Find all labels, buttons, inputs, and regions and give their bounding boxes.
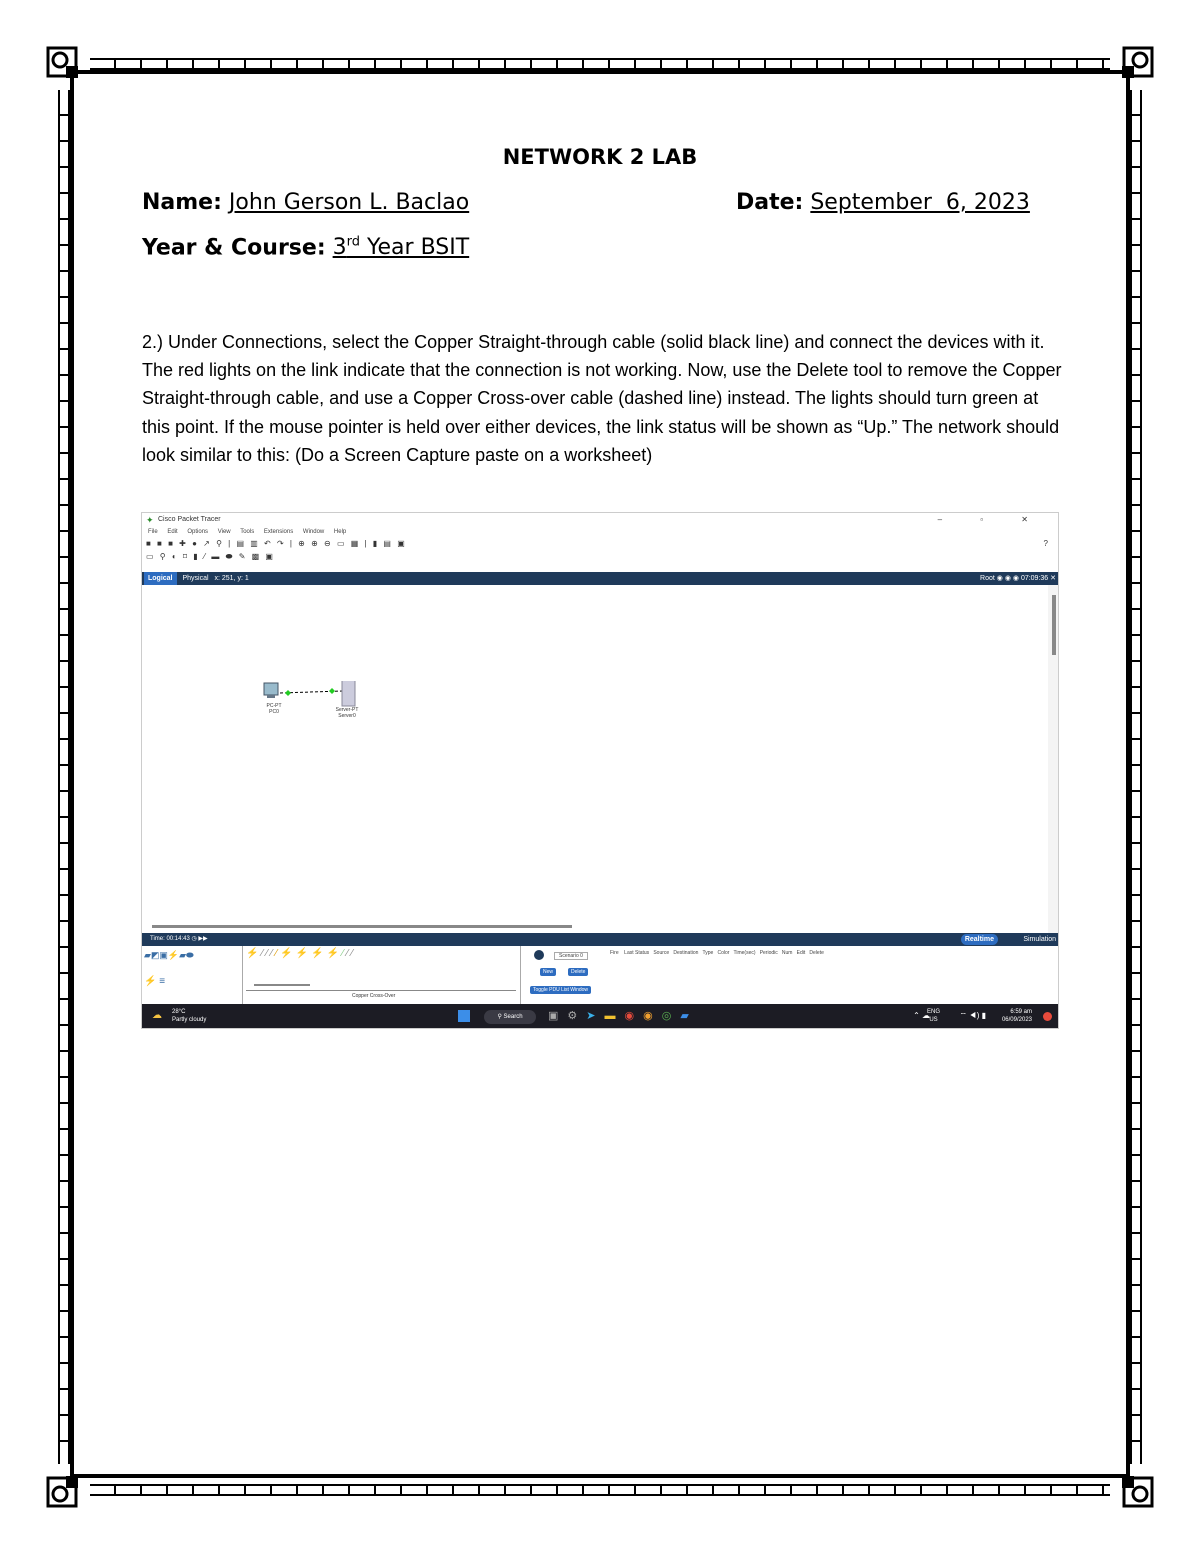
coords-readout: x: 251, y: 1 — [214, 575, 249, 582]
main-toolbar — [142, 537, 1058, 550]
clock-readout: 07:09:36 — [1020, 575, 1049, 582]
delete-button[interactable]: Delete — [568, 968, 588, 976]
instruction-paragraph: 2.) Under Connections, select the Copper Straight-through cable (solid black line) and connect the devices with it. The red lights on the link indicate that the connection is not working. Now, use the Delete tool to remove the Copper Straight-through cable, and use a Copper Cross-over cable (dashed line) instead. The lights should turn green at this point. If the mouse pointer is held over either devices, the link status will be shown as “Up.” The network should look similar to this: (Do a Screen Capture paste on a worksheet) — [142, 332, 1062, 465]
menu-item[interactable]: File — [148, 529, 158, 535]
date-field — [736, 190, 1030, 215]
name-label: Name: — [142, 190, 222, 215]
page-title: NETWORK 2 LAB — [502, 145, 698, 169]
notification-icon[interactable] — [1043, 1012, 1052, 1021]
weather-widget[interactable]: 28°C Partly cloudy — [172, 1009, 207, 1023]
toggle-pdu-button[interactable]: Toggle PDU List Window — [530, 986, 591, 994]
server-icon — [342, 681, 355, 706]
scenario-select[interactable]: Scenario 0 — [554, 952, 588, 960]
taskbar-search[interactable]: ⚲ Search — [484, 1010, 536, 1024]
corner-ornament-icon — [42, 1472, 82, 1512]
course-label: Year & Course: — [142, 235, 326, 261]
course-rest: Year BSIT — [360, 235, 470, 261]
simulation-button[interactable]: Simulation — [1023, 936, 1056, 943]
app-icon: ✦ — [146, 515, 154, 525]
course-field — [142, 235, 469, 260]
server-label: Server-PT Server0 — [335, 707, 359, 719]
tray-icons[interactable]: ⌃ ☁ — [913, 1011, 930, 1020]
border-bottom-rail — [90, 1484, 1110, 1496]
device-type-icons[interactable]: ▰◩▣⚡▰⬬ — [144, 950, 194, 960]
vertical-scrollbar[interactable] — [1048, 585, 1059, 933]
corner-ornament-icon — [1118, 1472, 1158, 1512]
menu-item[interactable]: Extensions — [263, 529, 294, 535]
link-light-icon — [329, 688, 335, 694]
border-left-rail — [58, 90, 70, 1464]
cable-name-label: Copper Cross-Over — [352, 993, 396, 999]
corner-ornament-icon — [1118, 42, 1158, 82]
pc-stand-icon — [267, 695, 275, 698]
network-volume-battery-icon[interactable]: ⌔ ◀) ▮ — [959, 1011, 986, 1020]
weather-icon: ☁ — [152, 1010, 162, 1021]
scenario-icon — [534, 950, 544, 960]
logical-workspace[interactable] — [142, 585, 1048, 933]
pdu-columns: Fire Last Status Source Destination Type Color Time(sec) Periodic Num Edit Delete — [610, 950, 824, 956]
toolbar-icons[interactable]: ▭ ⚲ ◐ ⌑ ▮ ⁄ ▬ ⬬ ✎ ▩ ▣ — [146, 552, 275, 561]
device-panel — [142, 946, 1059, 1004]
menu-item[interactable]: Options — [187, 529, 209, 535]
link-light-icon — [285, 690, 291, 696]
root-label: Root — [980, 575, 995, 582]
windows-taskbar — [142, 1004, 1059, 1029]
play-controls-icon[interactable]: ◷ ▶▶ — [191, 936, 208, 942]
tab-physical[interactable]: Physical — [182, 575, 209, 582]
start-icon[interactable] — [458, 1010, 470, 1022]
name-field — [142, 190, 469, 215]
border-top-rail — [90, 58, 1110, 70]
tab-right-area: Root ◉ ◉ ◉ 07:09:36 ✕ — [980, 575, 1056, 582]
tab-logical[interactable]: Logical — [144, 572, 177, 585]
help-icon[interactable]: ? — [1043, 539, 1050, 548]
secondary-toolbar — [142, 550, 1058, 563]
name-value: John Gerson L. Baclao — [228, 190, 470, 215]
cable-type-icons[interactable]: ⚡⁄⁄⁄⁄⚡⚡⚡⚡⁄⁄⁄ — [246, 948, 356, 959]
workspace-tabs — [142, 572, 1059, 585]
menu-item[interactable]: Window — [302, 529, 325, 535]
realtime-button[interactable]: Realtime — [961, 934, 998, 945]
menu-item[interactable]: Tools — [240, 529, 255, 535]
date-value: September 6, 2023 — [810, 190, 1030, 215]
course-num: 3 — [332, 235, 347, 261]
packet-tracer-screenshot — [141, 512, 1059, 1029]
connections-icon[interactable]: ⚡ ≡ — [144, 976, 166, 987]
date-label: Date: — [736, 190, 804, 215]
window-controls[interactable]: – ▫ ✕ — [937, 515, 1046, 524]
course-sup: rd — [346, 235, 360, 250]
taskbar-app-icons[interactable]: ▣⚙➤▬◉◉◎▰ — [548, 1010, 698, 1022]
window-title: Cisco Packet Tracer — [158, 516, 221, 523]
menu-bar — [142, 527, 1058, 537]
pc-icon — [264, 683, 278, 695]
window-titlebar — [142, 513, 1058, 527]
tray-clock[interactable]: 6:59 am 06/09/2023 — [1001, 1009, 1032, 1023]
time-bar — [142, 933, 1059, 946]
time-readout: Time: 00:14:43 — [150, 936, 190, 942]
language-indicator[interactable]: ENG US — [926, 1009, 940, 1023]
horizontal-scrollbar[interactable] — [142, 923, 1048, 931]
corner-ornament-icon — [42, 42, 82, 82]
border-right-rail — [1130, 90, 1142, 1464]
toolbar-icons[interactable]: ■ ■ ■ ✚ ● ↗ ⚲ | ▤ ▥ ↶ ↷ | ⊕ ⊕ ⊖ ▭ ▦ | ▮ ▤ ▣ — [146, 539, 407, 548]
new-button[interactable]: New — [540, 968, 556, 976]
menu-item[interactable]: Help — [333, 529, 347, 535]
course-value — [333, 235, 470, 260]
pc-label: PC-PT PC0 — [266, 703, 282, 715]
menu-item[interactable]: Edit — [167, 529, 178, 535]
menu-item[interactable]: View — [217, 529, 231, 535]
